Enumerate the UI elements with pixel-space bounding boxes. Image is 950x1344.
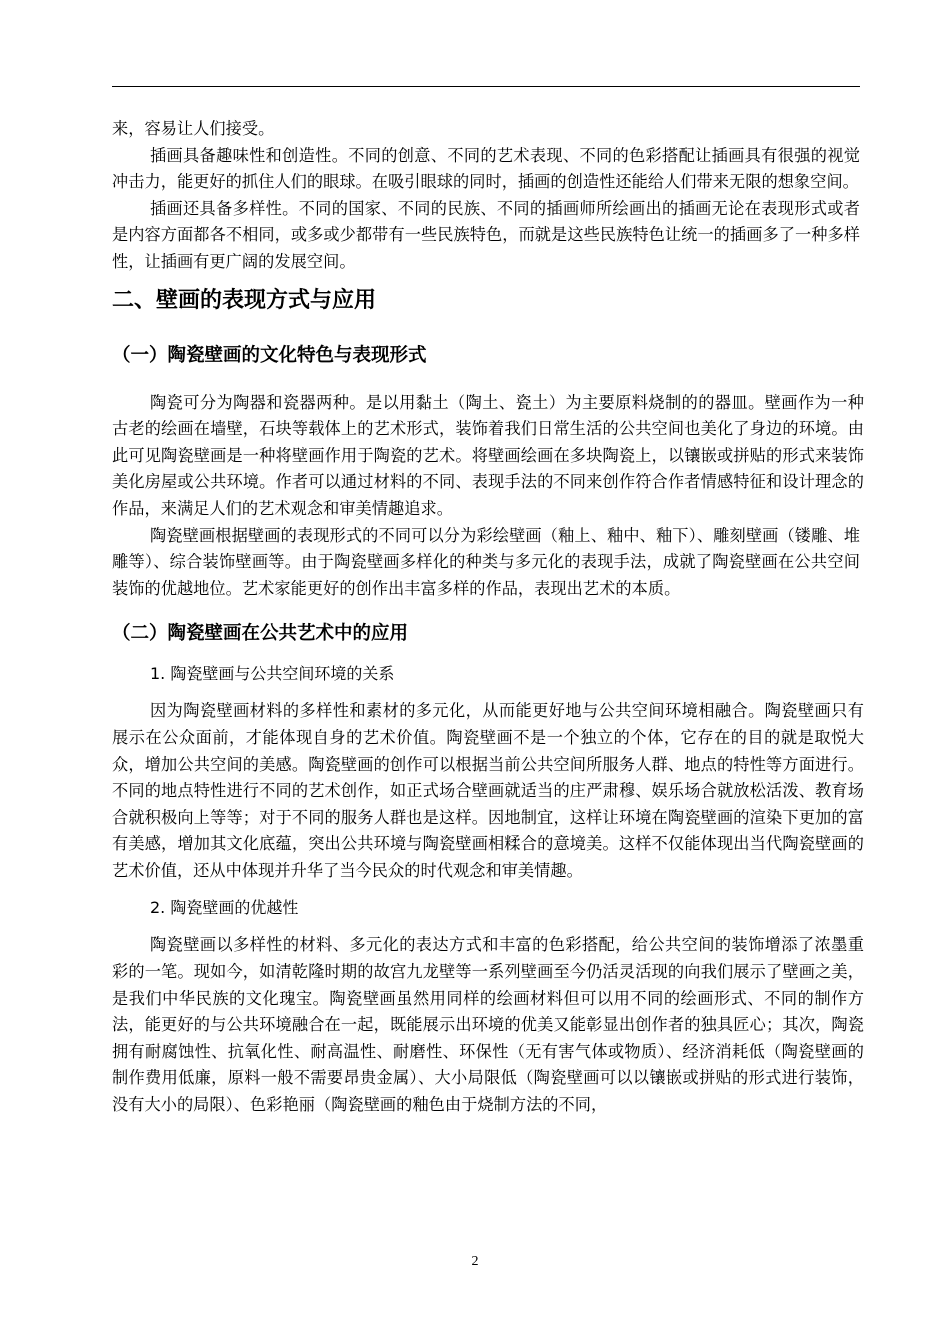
subsection-heading-2: （二）陶瓷壁画在公共艺术中的应用 [112, 623, 409, 645]
paragraph-ceramic-definition: 陶瓷可分为陶器和瓷器两种。是以用黏土（陶土、瓷土）为主要原料烧制的的器皿。壁画作为一种古老的绘画在墙壁，石块等载体上的艺术形式，装饰着我们日常生活的公共空间也美化了身边的环境。由此可见陶瓷壁画是一种将壁画作用于陶瓷的艺术。将壁画绘画在多块陶瓷上，以镶嵌或拼贴的形式来装饰美化房屋或公共环境。作者可以通过材料的不同、表现手法的不同来创作符合作者情感特征和设计理念的作品，来满足人们的艺术观念和审美情趣追求。 [112, 392, 864, 518]
paragraph-interest-creativity: 插画具备趣味性和创造性。不同的创意、不同的艺术表现、不同的色彩搭配让插画具有很强的视觉冲击力，能更好的抓住人们的眼球。在吸引眼球的同时，插画的创造性还能给人们带来无限的想象空间。 [112, 145, 860, 192]
paragraph-continuation: 来，容易让人们接受。 [112, 119, 275, 138]
header-rule [112, 86, 860, 87]
item-heading-2: 2. 陶瓷壁画的优越性 [150, 898, 299, 918]
paragraph-superiority: 陶瓷壁画以多样性的材料、多元化的表达方式和丰富的色彩搭配，给公共空间的装饰增添了浓墨重彩的一笔。现如今，如清乾隆时期的故宫九龙壁等一系列壁画至今仍活灵活现的向我们展示了壁画之美，是我们中华民族的文化瑰宝。陶瓷壁画虽然用同样的绘画材料但可以用不同的绘画形式、不同的制作方法，能更好的与公共环境融合在一起，既能展示出环境的优美又能彰显出创作者的独具匠心；其次，陶瓷拥有耐腐蚀性、抗氧化性、耐高温性、耐磨性、环保性（无有害气体或物质）、经济消耗低（陶瓷壁画的制作费用低廉，原料一般不需要昂贵金属）、大小局限低（陶瓷壁画可以以镶嵌或拼贴的形式进行装饰，没有大小的局限）、色彩艳丽（陶瓷壁画的釉色由于烧制方法的不同， [112, 935, 864, 1115]
page-number: 2 [471, 1254, 479, 1269]
document-body [112, 116, 864, 1119]
paragraph-mural-types: 陶瓷壁画根据壁画的表现形式的不同可以分为彩绘壁画（釉上、釉中、釉下）、雕刻壁画（镂雕、堆雕等）、综合装饰壁画等。由于陶瓷壁画多样化的种类与多元化的表现手法，成就了陶瓷壁画在公共空间装饰的优越地位。艺术家能更好的创作出丰富多样的作品，表现出艺术的本质。 [112, 525, 860, 598]
subsection-heading-1: （一）陶瓷壁画的文化特色与表现形式 [112, 344, 427, 366]
item-heading-1: 1. 陶瓷壁画与公共空间环境的关系 [150, 664, 395, 684]
section-heading-2: 二、壁画的表现方式与应用 [112, 287, 377, 313]
paragraph-public-space-relation: 因为陶瓷壁画材料的多样性和素材的多元化，从而能更好地与公共空间环境相融合。陶瓷壁画只有展示在公众面前，才能体现自身的艺术价值。陶瓷壁画不是一个独立的个体，它存在的目的就是取悦大众，增加公共空间的美感。陶瓷壁画的创作可以根据当前公共空间所服务人群、地点的特性等方面进行。不同的地点特性进行不同的艺术创作，如正式场合壁画就适当的庄严肃穆、娱乐场合就放松活泼、教育场合就积极向上等等；对于不同的服务人群也是这样。因地制宜，这样让环境在陶瓷壁画的渲染下更加的富有美感，增加其文化底蕴，突出公共环境与陶瓷壁画相糅合的意境美。这样不仅能体现出当代陶瓷壁画的艺术价值，还从中体现并升华了当今民众的时代观念和审美情趣。 [112, 701, 864, 880]
paragraph-diversity: 插画还具备多样性。不同的国家、不同的民族、不同的插画师所绘画出的插画无论在表现形式或者是内容方面都各不相同，或多或少都带有一些民族特色，而就是这些民族特色让统一的插画多了一种多样性，让插画有更广阔的发展空间。 [112, 198, 860, 271]
